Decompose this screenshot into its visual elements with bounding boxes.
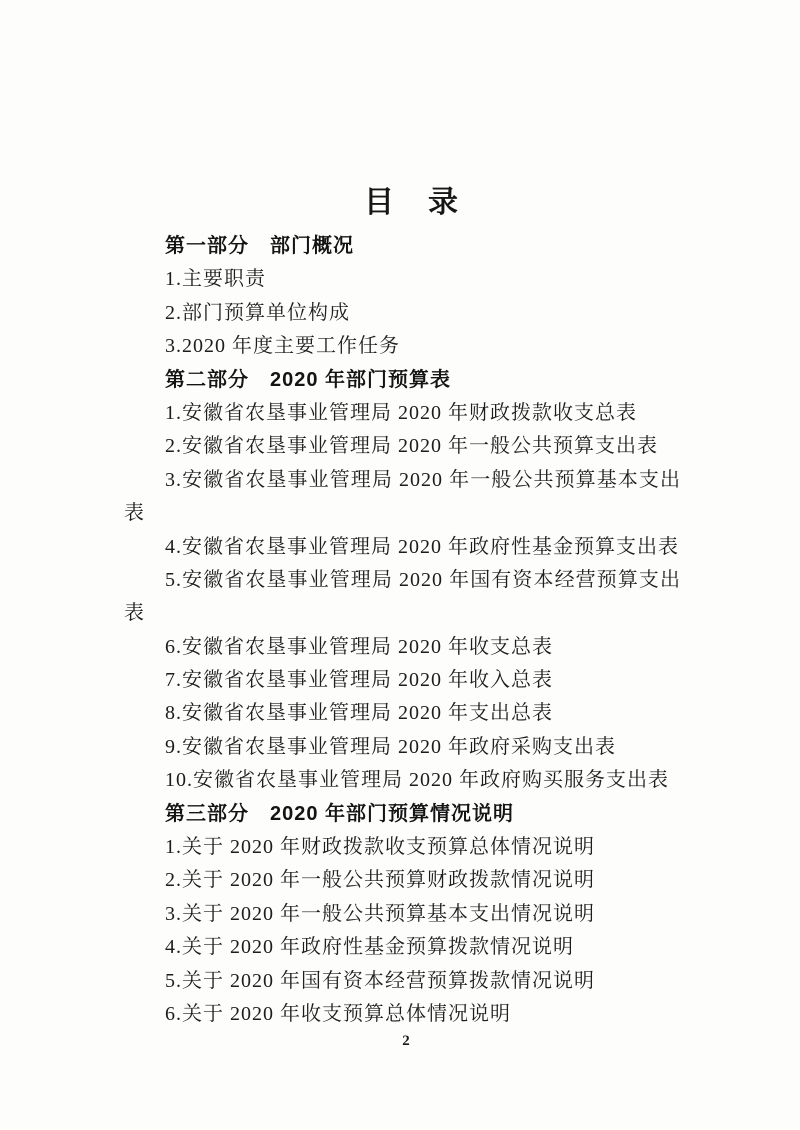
toc-entry: 2.部门预算单位构成 xyxy=(165,301,350,324)
toc-entry: 1.主要职责 xyxy=(165,268,266,291)
toc-entry: 9.安徽省农垦事业管理局 2020 年政府采购支出表 xyxy=(165,735,616,758)
toc-entry: 2.安徽省农垦事业管理局 2020 年一般公共预算支出表 xyxy=(165,435,658,458)
toc-entry: 4.安徽省农垦事业管理局 2020 年政府性基金预算支出表 xyxy=(165,535,679,558)
toc-entry: 6.关于 2020 年收支预算总体情况说明 xyxy=(165,1002,511,1025)
toc-entry: 1.关于 2020 年财政拨款收支预算总体情况说明 xyxy=(165,836,595,859)
section-heading-part1: 第一部分 部门概况 xyxy=(165,235,354,257)
toc-entry: 7.安徽省农垦事业管理局 2020 年收入总表 xyxy=(165,669,553,692)
table-of-contents xyxy=(124,230,681,1031)
section-heading-part2: 第二部分 2020 年部门预算表 xyxy=(165,368,452,391)
toc-entry: 3.关于 2020 年一般公共预算基本支出情况说明 xyxy=(165,902,595,925)
toc-entry: 6.安徽省农垦事业管理局 2020 年收支总表 xyxy=(165,635,553,658)
toc-entry-continuation: 表 xyxy=(124,602,145,625)
toc-entry: 2.关于 2020 年一般公共预算财政拨款情况说明 xyxy=(165,869,595,892)
toc-entry: 8.安徽省农垦事业管理局 2020 年支出总表 xyxy=(165,702,553,725)
toc-entry: 1.安徽省农垦事业管理局 2020 年财政拨款收支总表 xyxy=(165,401,637,424)
toc-entry: 10.安徽省农垦事业管理局 2020 年政府购买服务支出表 xyxy=(165,769,669,792)
section-heading-part3: 第三部分 2020 年部门预算情况说明 xyxy=(165,802,515,825)
toc-entry: 5.关于 2020 年国有资本经营预算拨款情况说明 xyxy=(165,969,595,992)
toc-entry-continuation: 表 xyxy=(124,502,145,525)
toc-entry: 3.2020 年度主要工作任务 xyxy=(165,335,400,358)
toc-entry: 3.安徽省农垦事业管理局 2020 年一般公共预算基本支出 xyxy=(165,468,681,491)
toc-entry: 5.安徽省农垦事业管理局 2020 年国有资本经营预算支出 xyxy=(165,568,681,591)
page-title: 目 录 xyxy=(364,186,460,219)
page-number: 2 xyxy=(402,1033,410,1049)
toc-entry: 4.关于 2020 年政府性基金预算拨款情况说明 xyxy=(165,936,574,959)
